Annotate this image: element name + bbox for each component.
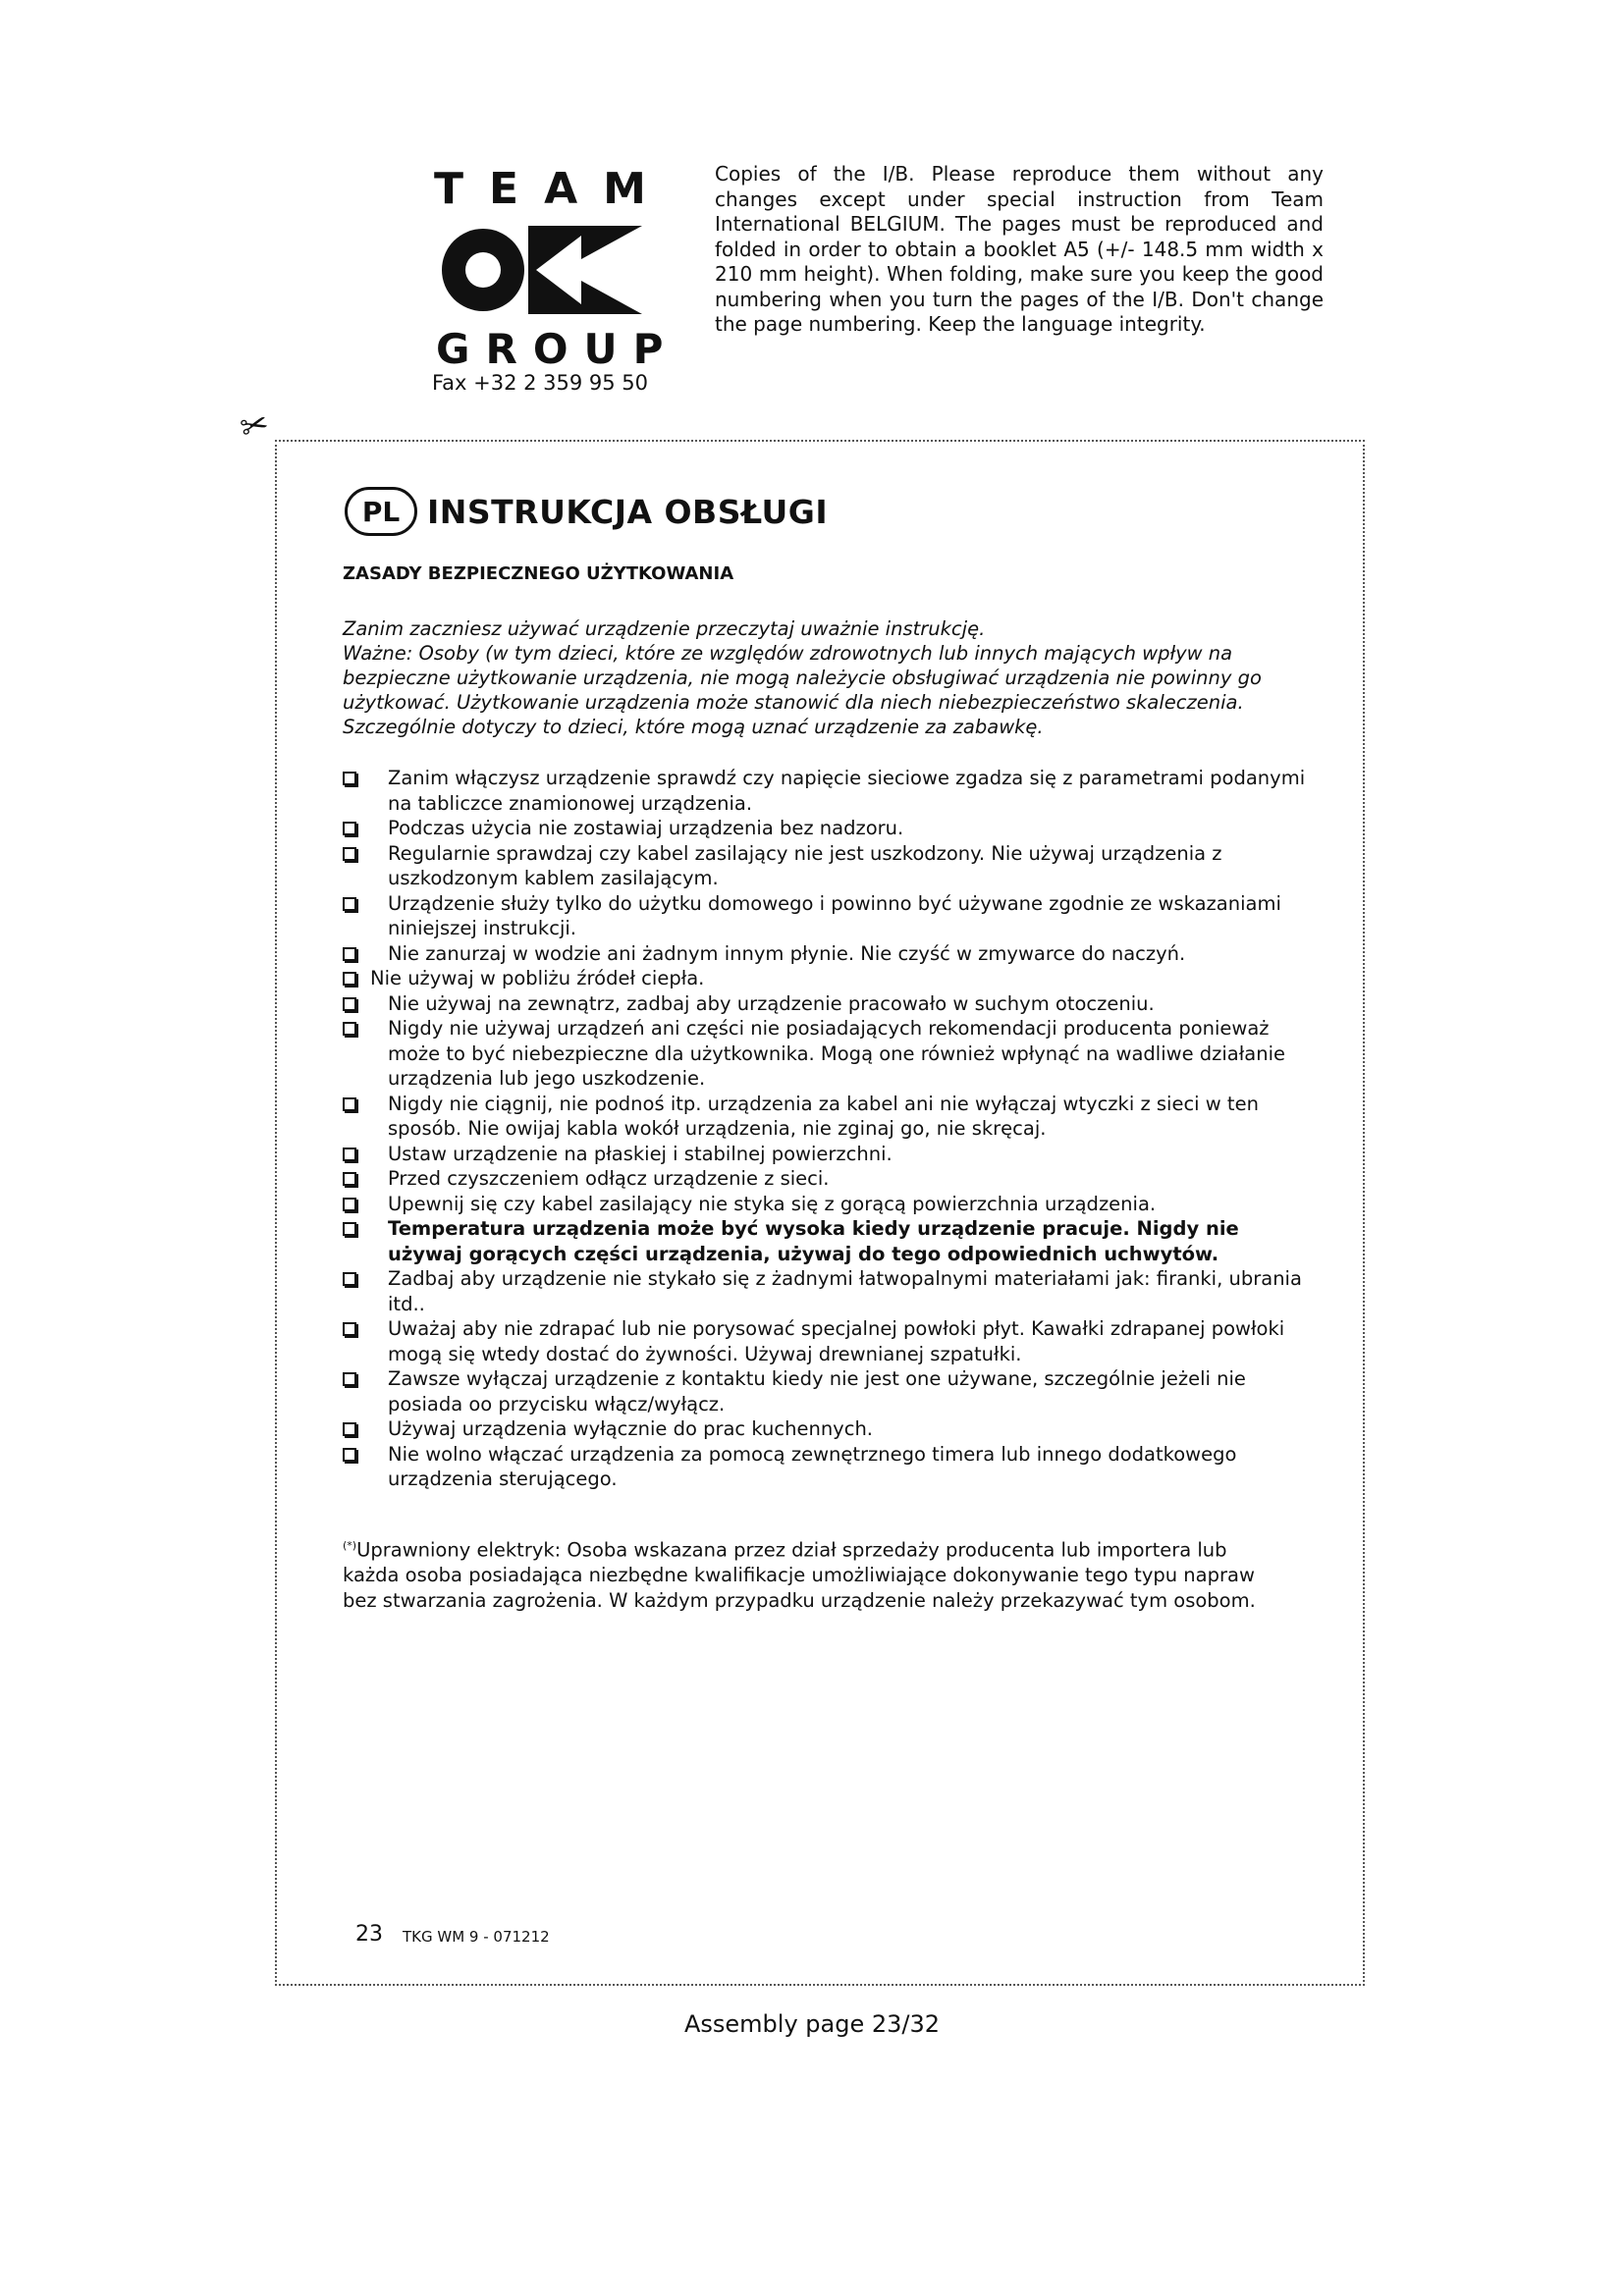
checkbox-bullet-icon xyxy=(343,822,356,835)
intro-line: Zanim zaczniesz używać urządzenie przeczytaj uważnie instrukcję. xyxy=(343,617,986,640)
list-item: Temperatura urządzenia może być wysoka kiedy urządzenie pracuje. Nigdy nie używaj gorących części urządzenia, używaj do tego odpowiednich uchwytów. xyxy=(343,1216,1315,1266)
footnote xyxy=(343,1533,1285,1613)
document-code: TKG WM 9 - 071212 xyxy=(403,1928,550,1946)
scissors-icon: ✂ xyxy=(236,402,274,450)
checkbox-bullet-icon xyxy=(343,1372,356,1386)
list-item: Nie używaj na zewnątrz, zadbaj aby urządzenie pracowało w suchym otoczeniu. xyxy=(343,991,1315,1017)
list-item: Uważaj aby nie zdrapać lub nie porysować specjalnej powłoki płyt. Kawałki zdrapanej powłoki mogą się wtedy dostać do żywności. Używaj drewnianej szpatułki. xyxy=(343,1316,1315,1366)
logo-team-word: TEAM xyxy=(434,164,672,214)
checkbox-bullet-icon xyxy=(343,897,356,911)
assembly-page-label: Assembly page 23/32 xyxy=(683,2010,941,2038)
footnote-text: Uprawniony elektryk: Osoba wskazana przez dział sprzedaży producenta lub importera lub każda osoba posiadająca niezbędne kwalifikacje umożliwiające dokonywanie tego typu napraw bez stwarzania zagrożenia. W każdym przypadku urządzenie należy przekazywać tym osobom. xyxy=(343,1538,1256,1612)
safety-rules-list xyxy=(343,766,1315,1492)
checkbox-bullet-icon xyxy=(343,1148,356,1161)
checkbox-bullet-icon xyxy=(343,1422,356,1436)
list-item: Przed czyszczeniem odłącz urządzenie z sieci. xyxy=(343,1166,1315,1192)
fax-number: Fax +32 2 359 95 50 xyxy=(432,371,649,395)
footnote-mark: (*) xyxy=(343,1539,357,1552)
section-heading: ZASADY BEZPIECZNEGO UŻYTKOWANIA xyxy=(343,563,734,584)
checkbox-bullet-icon xyxy=(343,772,356,785)
list-item: Zawsze wyłączaj urządzenie z kontaktu kiedy nie jest one używane, szczególnie jeżeli nie posiada oo przycisku włącz/wyłącz. xyxy=(343,1366,1315,1416)
list-item: Upewnij się czy kabel zasilający nie styka się z gorącą powierzchnia urządzenia. xyxy=(343,1192,1315,1217)
intro-text xyxy=(343,616,1291,739)
intro-warning: Ważne: Osoby (w tym dzieci, które ze względów zdrowotnych lub innych mających wpływ na bezpieczne użytkowanie urządzenia, nie mogą należycie obsługiwać urządzenia nie powinny go użytkować. Użytkowanie urządzenia może stanowić dla niech niebezpieczeństwo skaleczenia. Szczególnie dotyczy to dzieci, które mogą uznać urządzenie za zabawkę. xyxy=(343,642,1262,738)
list-item: Zanim włączysz urządzenie sprawdź czy napięcie sieciowe zgadza się z parametrami podanymi na tabliczce znamionowej urządzenia. xyxy=(343,766,1315,816)
checkbox-bullet-icon xyxy=(343,1097,356,1111)
checkbox-bullet-icon xyxy=(343,1022,356,1036)
checkbox-bullet-icon xyxy=(343,1172,356,1186)
checkbox-bullet-icon xyxy=(343,1198,356,1211)
ok-logo-icon xyxy=(434,216,650,324)
page-title: INSTRUKCJA OBSŁUGI xyxy=(427,492,829,531)
checkbox-bullet-icon xyxy=(343,947,356,961)
language-badge: PL xyxy=(345,487,417,536)
list-item: Nigdy nie ciągnij, nie podnoś itp. urządzenia za kabel ani nie wyłączaj wtyczki z sieci w ten sposób. Nie owijaj kabla wokół urządzenia, nie zginaj go, nie skręcaj. xyxy=(343,1092,1315,1142)
list-item: Zadbaj aby urządzenie nie stykało się z żadnymi łatwopalnymi materiałami jak: firanki, ubrania itd.. xyxy=(343,1266,1315,1316)
reproduction-note: Copies of the I/B. Please reproduce them without any changes except under special instruction from Team International BELGIUM. The pages must be reproduced and folded in order to obtain a booklet A5 (+/- 148.5 mm width x 210 mm height). When folding, make sure you keep the good numbering when you turn the pages of the I/B. Don't change the page numbering. Keep the language integrity. xyxy=(715,162,1324,336)
checkbox-bullet-icon xyxy=(343,1322,356,1336)
list-item: Używaj urządzenia wyłącznie do prac kuchennych. xyxy=(343,1416,1315,1442)
checkbox-bullet-icon xyxy=(343,1222,356,1236)
checkbox-bullet-icon xyxy=(343,997,356,1011)
list-item: Podczas użycia nie zostawiaj urządzenia bez nadzoru. xyxy=(343,816,1315,841)
list-item: Nie używaj w pobliżu źródeł ciepła. xyxy=(343,966,1315,991)
manual-title xyxy=(345,487,828,536)
list-item: Nie wolno włączać urządzenia za pomocą zewnętrznego timera lub innego dodatkowego urządzenia sterującego. xyxy=(343,1442,1315,1492)
logo-group-word: GROUP xyxy=(436,325,679,373)
list-item: Urządzenie służy tylko do użytku domowego i powinno być używane zgodnie ze wskazaniami niniejszej instrukcji. xyxy=(343,891,1315,941)
team-group-logo xyxy=(428,164,679,373)
checkbox-bullet-icon xyxy=(343,1272,356,1286)
list-item: Nigdy nie używaj urządzeń ani części nie posiadających rekomendacji producenta ponieważ może to być niebezpieczne dla użytkownika. Mogą one również wpłynąć na wadliwe działanie urządzenia lub jego uszkodzenie. xyxy=(343,1016,1315,1092)
checkbox-bullet-icon xyxy=(343,1448,356,1462)
list-item: Nie zanurzaj w wodzie ani żadnym innym płynie. Nie czyść w zmywarce do naczyń. xyxy=(343,941,1315,967)
list-item: Regularnie sprawdzaj czy kabel zasilający nie jest uszkodzony. Nie używaj urządzenia z uszkodzonym kablem zasilającym. xyxy=(343,841,1315,891)
checkbox-bullet-icon xyxy=(343,972,356,986)
page-number: 23 xyxy=(355,1922,383,1947)
checkbox-bullet-icon xyxy=(343,847,356,861)
list-item: Ustaw urządzenie na płaskiej i stabilnej powierzchni. xyxy=(343,1142,1315,1167)
